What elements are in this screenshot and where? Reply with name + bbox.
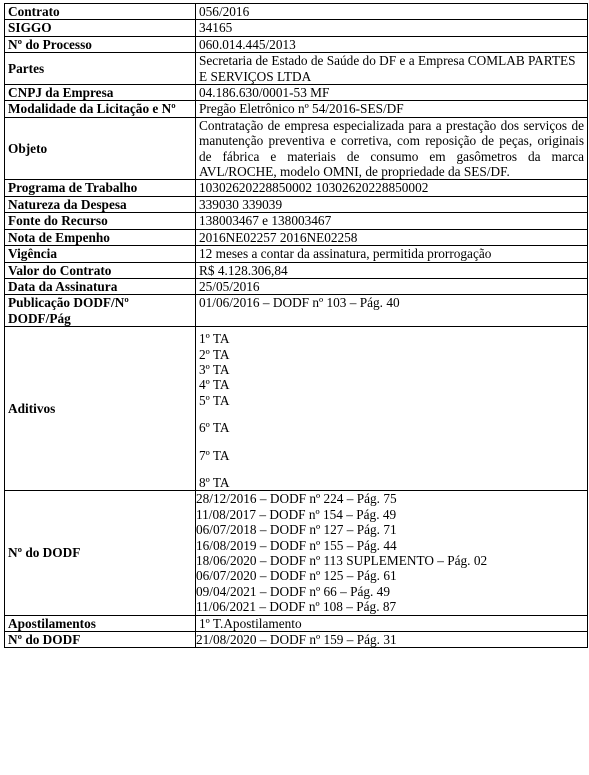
value-dodf-aditivos xyxy=(196,491,588,615)
label-contrato: Contrato xyxy=(5,4,196,20)
row-apostilamentos xyxy=(5,615,588,631)
row-partes xyxy=(5,53,588,85)
value-fonte: 138003467 e 138003467 xyxy=(196,213,588,229)
label-dodf-apostilamento: Nº do DODF xyxy=(5,632,196,648)
row-publicacao xyxy=(5,295,588,327)
aditivo-item: 6º TA xyxy=(199,420,230,436)
value-dodf-apostilamento xyxy=(196,632,588,648)
value-aditivos xyxy=(196,327,588,491)
row-cnpj xyxy=(5,85,588,101)
row-valor xyxy=(5,262,588,278)
label-objeto: Objeto xyxy=(5,117,196,180)
value-contrato: 056/2016 xyxy=(196,4,588,20)
row-siggo xyxy=(5,20,588,36)
label-modalidade: Modalidade da Licitação e Nº xyxy=(5,101,196,117)
value-vigencia: 12 meses a contar da assinatura, permitida prorrogação xyxy=(196,246,588,262)
label-publicacao: Publicação DODF/Nº DODF/Pág xyxy=(5,295,196,327)
value-modalidade: Pregão Eletrônico nº 54/2016-SES/DF xyxy=(196,101,588,117)
aditivo-item: 5º TA xyxy=(199,392,230,408)
value-processo: 060.014.445/2013 xyxy=(196,36,588,52)
value-valor: R$ 4.128.306,84 xyxy=(196,262,588,278)
row-dodf-apostilamento xyxy=(5,632,588,648)
dodf-item: 06/07/2020 – DODF nº 125 – Pág. 61 xyxy=(196,568,397,584)
label-vigencia: Vigência xyxy=(5,246,196,262)
label-dodf-aditivos: Nº do DODF xyxy=(5,491,196,615)
aditivo-item: 8º TA xyxy=(199,474,230,490)
label-assinatura: Data da Assinatura xyxy=(5,278,196,294)
row-aditivos xyxy=(5,327,588,491)
aditivo-item: 3º TA xyxy=(199,361,230,377)
label-empenho: Nota de Empenho xyxy=(5,229,196,245)
aditivo-item: 1º TA xyxy=(199,331,230,347)
label-processo: Nº do Processo xyxy=(5,36,196,52)
row-programa xyxy=(5,180,588,196)
aditivo-item: 4º TA xyxy=(199,377,230,393)
row-dodf-aditivos xyxy=(5,491,588,615)
dodf-item: 09/04/2021 – DODF nº 66 – Pág. 49 xyxy=(196,583,390,599)
value-partes: Secretaria de Estado de Saúde do DF e a Empresa COMLAB PARTES E SERVIÇOS LTDA xyxy=(196,53,588,85)
row-objeto xyxy=(5,117,588,180)
dodf-item: 06/07/2018 – DODF nº 127 – Pág. 71 xyxy=(196,522,397,538)
label-partes: Partes xyxy=(5,53,196,85)
dodf-item: 28/12/2016 – DODF nº 224 – Pág. 75 xyxy=(196,491,397,507)
row-processo xyxy=(5,36,588,52)
dodf-item: 18/06/2020 – DODF nº 113 SUPLEMENTO – Pág. 02 xyxy=(196,553,488,568)
value-cnpj: 04.186.630/0001-53 MF xyxy=(196,85,588,101)
label-fonte: Fonte do Recurso xyxy=(5,213,196,229)
label-valor: Valor do Contrato xyxy=(5,262,196,278)
contract-summary-table xyxy=(4,3,588,648)
value-assinatura: 25/05/2016 xyxy=(196,278,588,294)
aditivo-item: 7º TA xyxy=(199,447,230,463)
value-apostilamentos: 1º T.Apostilamento xyxy=(196,615,588,631)
label-programa: Programa de Trabalho xyxy=(5,180,196,196)
row-contrato xyxy=(5,4,588,20)
row-vigencia xyxy=(5,246,588,262)
dodf-item: 16/08/2019 – DODF nº 155 – Pág. 44 xyxy=(196,537,397,553)
label-natureza: Natureza da Despesa xyxy=(5,196,196,212)
row-empenho xyxy=(5,229,588,245)
label-cnpj: CNPJ da Empresa xyxy=(5,85,196,101)
label-apostilamentos: Apostilamentos xyxy=(5,615,196,631)
row-natureza xyxy=(5,196,588,212)
label-siggo: SIGGO xyxy=(5,20,196,36)
row-modalidade xyxy=(5,101,588,117)
value-objeto: Contratação de empresa especializada para a prestação dos serviços de manutenção preventiva e corretiva, com reposição de peças, originais de fábrica e materiais de consumo em gasômetros da marca AVL/ROCHE, modelo OMNI, de propriedade da SES/DF. xyxy=(196,117,588,180)
value-publicacao: 01/06/2016 – DODF nº 103 – Pág. 40 xyxy=(196,295,588,327)
row-fonte xyxy=(5,213,588,229)
row-assinatura xyxy=(5,278,588,294)
value-natureza: 339030 339039 xyxy=(196,196,588,212)
value-programa: 10302620228850002 10302620228850002 xyxy=(196,180,588,196)
dodf-item: 11/06/2021 – DODF nº 108 – Pág. 87 xyxy=(196,599,397,615)
value-siggo: 34165 xyxy=(196,20,588,36)
value-empenho: 2016NE02257 2016NE02258 xyxy=(196,229,588,245)
label-aditivos: Aditivos xyxy=(5,327,196,491)
dodf-item: 11/08/2017 – DODF nº 154 – Pág. 49 xyxy=(196,506,397,522)
dodf-apost-item: 21/08/2020 – DODF nº 159 – Pág. 31 xyxy=(196,632,397,648)
aditivo-item: 2º TA xyxy=(199,346,230,362)
